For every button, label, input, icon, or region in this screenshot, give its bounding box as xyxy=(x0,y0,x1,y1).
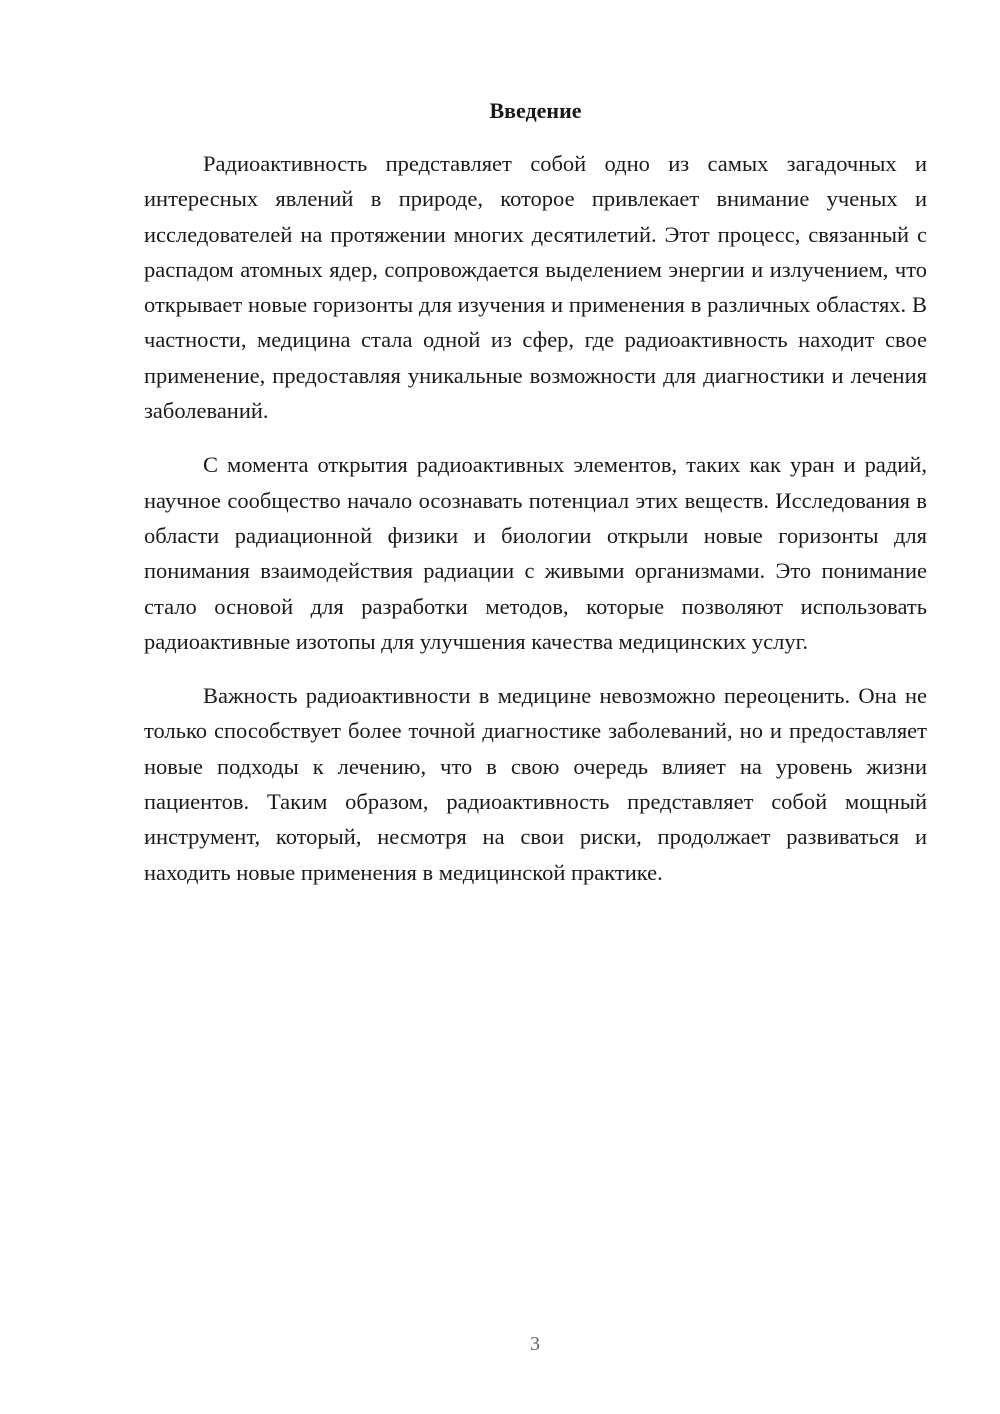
paragraph-1: Радиоактивность представляет собой одно из самых загадочных и интересных явлений в природе, которое привлекает внимание ученых и исследователей на протяжении многих десятилетий. Этот процесс, связанный с распадом атомных ядер, сопровождается выделением энергии и излучением, что открывает новые горизонты для изучения и применения в различных областях. В частности, медицина стала одной из сфер, где радиоактивность находит свое применение, предоставляя уникальные возможности для диагностики и лечения заболеваний. xyxy=(144,151,927,424)
paragraph-2: С момента открытия радиоактивных элементов, таких как уран и радий, научное сообщество начало осознавать потенциал этих веществ. Исследования в области радиационной физики и биологии открыли новые горизонты для понимания взаимодействия радиации с живыми организмами. Это понимание стало основой для разработки методов, которые позволяют использовать радиоактивные изотопы для улучшения качества медицинских услуг. xyxy=(144,452,927,654)
section-heading: Введение xyxy=(489,98,582,123)
page-number: 3 xyxy=(530,1333,540,1355)
page-content xyxy=(144,96,927,909)
paragraph-3: Важность радиоактивности в медицине невозможно переоценить. Она не только способствует более точной диагностике заболеваний, но и предоставляет новые подходы к лечению, что в свою очередь влияет на уровень жизни пациентов. Таким образом, радиоактивность представляет собой мощный инструмент, который, несмотря на свои риски, продолжает развиваться и находить новые применения в медицинской практике. xyxy=(144,683,927,885)
